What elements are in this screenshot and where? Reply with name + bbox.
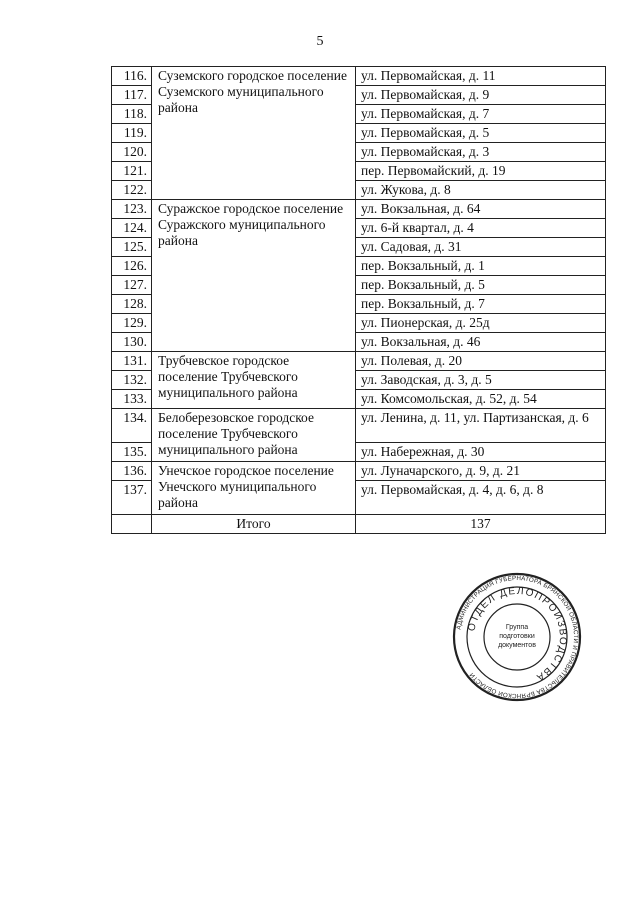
row-number: 120.: [112, 143, 152, 162]
address-cell: ул. Полевая, д. 20: [356, 352, 606, 371]
row-number: 124.: [112, 219, 152, 238]
address-cell: ул. Ленина, д. 11, ул. Партизанская, д. 6: [356, 409, 606, 443]
municipality-name: Трубчевское городское поселение Трубчевского муниципального района: [152, 352, 356, 409]
address-table: [111, 66, 606, 534]
row-number: 117.: [112, 86, 152, 105]
table-row: [112, 462, 606, 481]
municipality-name: Унечское городское поселение Унечского муниципального района: [152, 462, 356, 515]
row-number: 136.: [112, 462, 152, 481]
address-cell: ул. Луначарского, д. 9, д. 21: [356, 462, 606, 481]
address-cell: ул. Заводская, д. 3, д. 5: [356, 371, 606, 390]
row-number: 128.: [112, 295, 152, 314]
stamp-center-line: Группа: [505, 624, 529, 631]
official-stamp: [452, 572, 582, 702]
address-cell: ул. 6-й квартал, д. 4: [356, 219, 606, 238]
row-number: 118.: [112, 105, 152, 124]
table-row: [112, 409, 606, 443]
stamp-inner-text: ОТДЕЛ ДЕЛОПРОИЗВОДСТВА: [466, 585, 569, 684]
row-number: 133.: [112, 390, 152, 409]
address-cell: ул. Первомайская, д. 11: [356, 67, 606, 86]
address-cell: ул. Садовая, д. 31: [356, 238, 606, 257]
total-value: 137: [356, 515, 606, 534]
address-cell: ул. Жукова, д. 8: [356, 181, 606, 200]
address-cell: ул. Набережная, д. 30: [356, 443, 606, 462]
row-number: 116.: [112, 67, 152, 86]
address-cell: пер. Вокзальный, д. 5: [356, 276, 606, 295]
address-table-body: [112, 67, 606, 534]
total-empty-cell: [112, 515, 152, 534]
row-number: 122.: [112, 181, 152, 200]
address-cell: ул. Комсомольская, д. 52, д. 54: [356, 390, 606, 409]
address-cell: ул. Первомайская, д. 5: [356, 124, 606, 143]
row-number: 121.: [112, 162, 152, 181]
address-cell: ул. Первомайская, д. 9: [356, 86, 606, 105]
stamp-center-text: [498, 624, 536, 649]
address-cell: пер. Вокзальный, д. 1: [356, 257, 606, 276]
row-number: 127.: [112, 276, 152, 295]
address-cell: ул. Первомайская, д. 7: [356, 105, 606, 124]
total-label: Итого: [152, 515, 356, 534]
table-row: [112, 352, 606, 371]
row-number: 129.: [112, 314, 152, 333]
address-cell: ул. Вокзальная, д. 46: [356, 333, 606, 352]
page-number: 5: [316, 34, 324, 49]
row-number: 130.: [112, 333, 152, 352]
row-number: 134.: [112, 409, 152, 443]
municipality-name: Суземского городское поселение Суземского муниципального района: [152, 67, 356, 200]
row-number: 137.: [112, 481, 152, 515]
address-cell: ул. Первомайская, д. 3: [356, 143, 606, 162]
address-cell: ул. Первомайская, д. 4, д. 6, д. 8: [356, 481, 606, 515]
row-number: 135.: [112, 443, 152, 462]
stamp-outer-text: АДМИНИСТРАЦИЯ ГУБЕРНАТОРА БРЯНСКОЙ ОБЛАСТИ И ПРАВИТЕЛЬСТВА БРЯНСКОЙ ОБЛАСТИ: [455, 574, 580, 700]
address-cell: ул. Пионерская, д. 25д: [356, 314, 606, 333]
address-cell: пер. Вокзальный, д. 7: [356, 295, 606, 314]
address-cell: пер. Первомайский, д. 19: [356, 162, 606, 181]
table-row: [112, 200, 606, 219]
row-number: 119.: [112, 124, 152, 143]
total-row: [112, 515, 606, 534]
row-number: 125.: [112, 238, 152, 257]
address-cell: ул. Вокзальная, д. 64: [356, 200, 606, 219]
stamp-center-line: документов: [498, 642, 536, 649]
stamp-center-line: подготовки: [499, 633, 535, 640]
table-row: [112, 67, 606, 86]
row-number: 126.: [112, 257, 152, 276]
row-number: 131.: [112, 352, 152, 371]
row-number: 123.: [112, 200, 152, 219]
stamp-graphic: [452, 572, 582, 702]
municipality-name: Суражское городское поселение Суражского муниципального района: [152, 200, 356, 352]
municipality-name: Белоберезовское городское поселение Трубчевского муниципального района: [152, 409, 356, 462]
row-number: 132.: [112, 371, 152, 390]
